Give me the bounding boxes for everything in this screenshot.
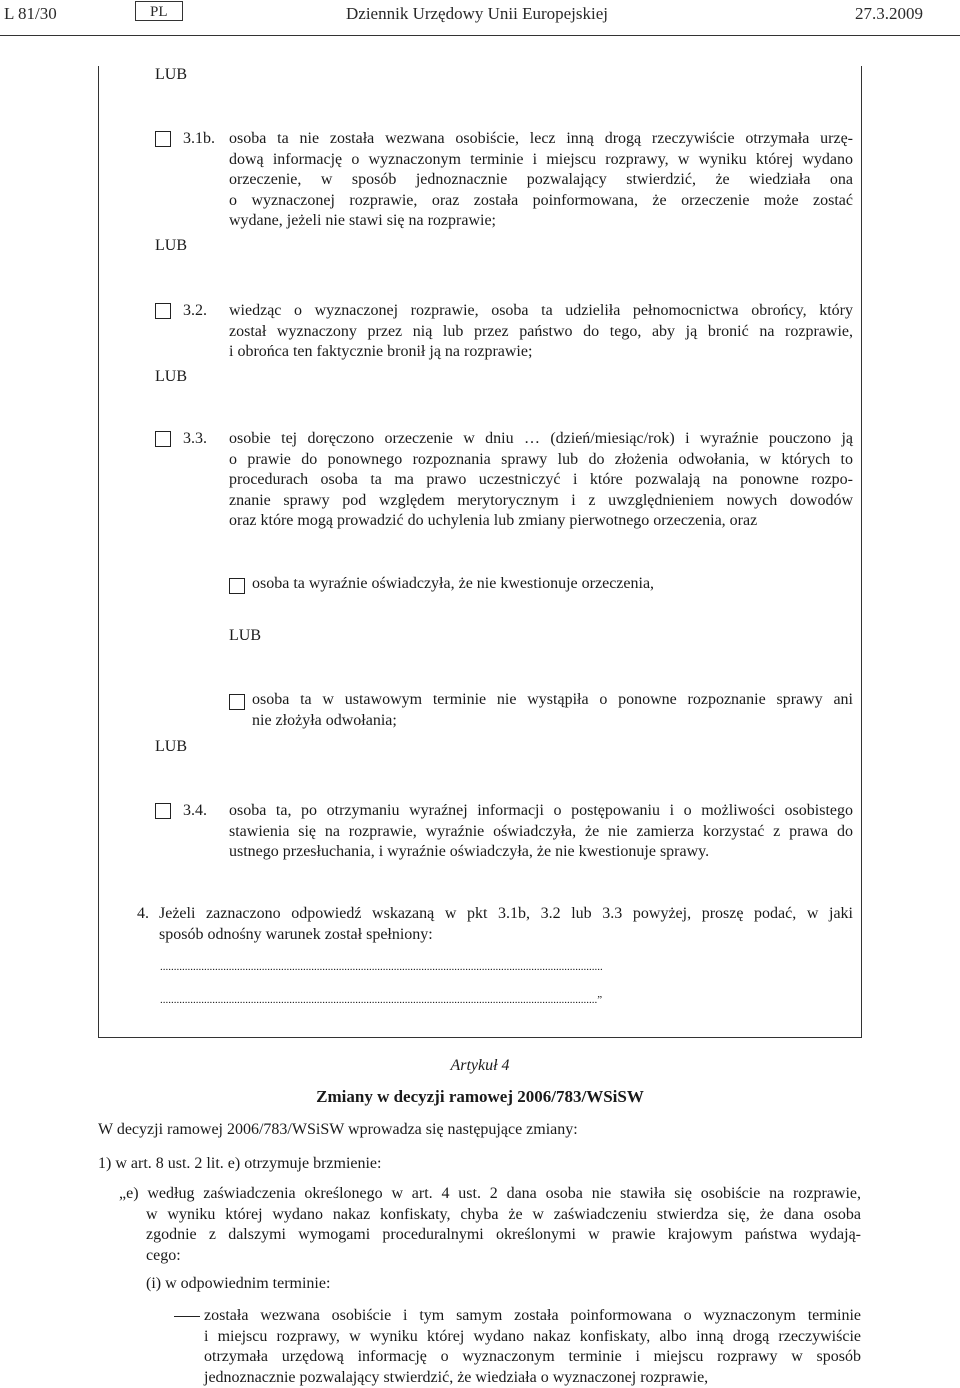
checkbox-3-3[interactable]	[155, 431, 171, 447]
form-frame-left	[98, 66, 99, 1038]
item-text-3-1b: osoba ta nie została wezwana osobiście, lecz inną drogą rzeczywiście otrzymała urzę- dową informację o wyznaczonym terminie i miejscu rozprawy, w wyniku której wydano orzeczenie, w sposób jednoznacznie pozwalający stwierdzić, że wiedziała ona o wyznaczonej rozprawie, oraz została poinformowana, że orzeczenie może zostać wydane, jeżeli nie stawi się na rozprawie;	[229, 130, 853, 230]
item-text-3-4: osoba ta, po otrzymaniu wyraźnej informacji o postępowaniu i o możliwości osobistego stawienia się na rozprawie, wyraźnie oświadczyła, że nie zamierza korzystać z prawa do ustnego przesłuchania, i wyraźnie oświadczyła, że nie kwestionuje sprawy.	[229, 802, 853, 861]
header-rule	[0, 35, 960, 36]
item-number-4: 4.	[137, 905, 149, 922]
item-text-3-3-sub-a: osoba ta wyraźnie oświadczyła, że nie kwestionuje orzeczenia,	[252, 575, 655, 592]
checkbox-3-3-sub-a[interactable]	[229, 578, 245, 594]
item-number-3-1b: 3.1b.	[183, 130, 215, 147]
checkbox-3-2[interactable]	[155, 303, 171, 319]
em-dash	[174, 1316, 200, 1317]
language-code: PL	[150, 4, 168, 20]
article-label: Artykuł 4	[450, 1057, 510, 1074]
item-text-3-2: wiedząc o wyznaczonej rozprawie, osoba ta udzieliła pełnomocnictwa obrońcy, który został wyznaczony przez nią lub przez państwo do tego, aby ją bronić na rozprawie, i obrońca ten faktycznie bronił ją na rozprawie;	[229, 302, 853, 361]
quoted-point-e: „e) według zaświadczenia określonego w art. 4 ust. 2 dana osoba nie stawiła się osobiście na rozprawie,	[119, 1185, 861, 1202]
quoted-point-e-continued: w wyniku której wydano nakaz konfiskaty, chyba że w zaświadczeniu stwierdza się, że dana osoba zgodnie z dalszymi wymogami proceduralnymi określonymi w prawie krajowym państwa wydają- cego:	[146, 1205, 861, 1264]
form-frame-bottom	[98, 1037, 862, 1038]
sub-point-i: (i) w odpowiednim terminie:	[146, 1275, 331, 1292]
checkbox-3-4[interactable]	[155, 803, 171, 819]
page-reference: L 81/30	[4, 4, 57, 23]
item-text-3-3-sub-b: osoba ta w ustawowym terminie nie wystąpiła o ponowne rozpoznanie sprawy ani nie złożyła odwołania;	[252, 691, 853, 729]
checkbox-3-1b[interactable]	[155, 131, 171, 147]
answer-line-2[interactable]: ...............................................................................................................................................................”	[160, 994, 603, 1006]
item-number-3-3: 3.3.	[183, 430, 207, 447]
dash-item-text: została wezwana osobiście i tym samym została poinformowana o wyznaczonym terminie i miejscu rozprawy, w wyniku której wydano nakaz konfiskaty, albo inną drogą rzeczywiście otrzymała urzędową informację o wyznaczonym terminie i miejscu rozprawy w sposób jednoznacznie pozwalający stwierdzić, że wiedziała o wyznaczonej rozprawie,	[204, 1307, 861, 1386]
journal-title: Dziennik Urzędowy Unii Europejskiej	[346, 4, 609, 23]
item-text-4: Jeżeli zaznaczono odpowiedź wskazaną w pkt 3.1b, 3.2 lub 3.3 powyżej, proszę podać, w jaki sposób odnośny warunek został spełniony:	[159, 905, 853, 943]
or-label: LUB	[155, 66, 187, 83]
checkbox-3-3-sub-b[interactable]	[229, 694, 245, 710]
or-label: LUB	[155, 368, 187, 385]
point-1: 1) w art. 8 ust. 2 lit. e) otrzymuje brzmienie:	[98, 1155, 382, 1172]
item-number-3-2: 3.2.	[183, 302, 207, 319]
item-number-3-4: 3.4.	[183, 802, 207, 819]
article-title: Zmiany w decyzji ramowej 2006/783/WSiSW	[316, 1087, 644, 1106]
publication-date: 27.3.2009	[855, 4, 923, 23]
or-label: LUB	[155, 738, 187, 755]
article-intro: W decyzji ramowej 2006/783/WSiSW wprowadza się następujące zmiany:	[98, 1121, 578, 1138]
item-text-3-3: osobie tej doręczono orzeczenie w dniu … (dzień/miesiąc/rok) i wyraźnie pouczono ją o prawie do ponownego rozpoznania sprawy lub do złożenia odwołania, w których to procedurach osoba ta ma prawo uczestniczyć i które pozwalają na ponowne rozpo- znanie sprawy pod względem merytorycznym i z uwzględnieniem nowych dowodów oraz które mogą prowadzić do uchylenia lub zmiany pierwotnego orzeczenia, oraz	[229, 430, 853, 530]
answer-line-1[interactable]: .................................................................................................................................................................	[160, 961, 603, 973]
or-label: LUB	[229, 627, 261, 644]
form-frame-right	[861, 66, 862, 1038]
or-label: LUB	[155, 237, 187, 254]
